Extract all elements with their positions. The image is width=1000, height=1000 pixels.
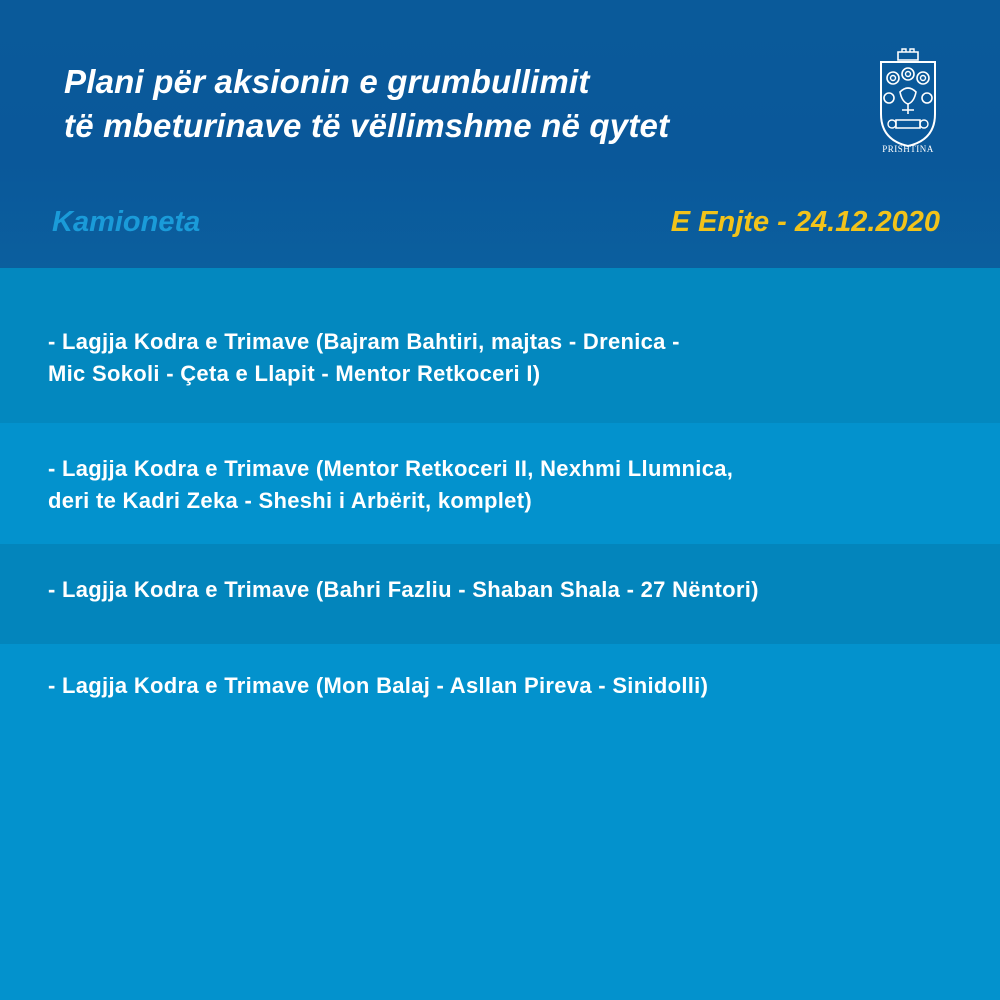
route-1-line-1: - Lagjja Kodra e Trimave (Bajram Bahtiri, majtas - Drenica -: [48, 329, 680, 354]
route-3-line-1: - Lagjja Kodra e Trimave (Bahri Fazliu - Shaban Shala - 27 Nëntori): [48, 577, 759, 602]
route-item-4: [0, 644, 1000, 1000]
route-2-line-1: - Lagjja Kodra e Trimave (Mentor Retkoceri II, Nexhmi Llumnica,: [48, 456, 734, 481]
route-4-line-1: - Lagjja Kodra e Trimave (Mon Balaj - Asllan Pireva - Sinidolli): [48, 673, 709, 698]
logo-label: PRISHTINA: [882, 144, 934, 154]
title-line-2: të mbeturinave të vëllimshme në qytet: [64, 107, 670, 144]
schedule-date: E Enjte - 24.12.2020: [670, 206, 940, 238]
vehicle-category: Kamioneta: [52, 206, 201, 238]
prishtina-coat-of-arms-icon: [876, 48, 940, 158]
header-banner: [0, 0, 1000, 268]
route-item-3: [0, 544, 1000, 644]
route-item-2: [0, 423, 1000, 544]
route-item-1: [0, 268, 1000, 423]
route-2-line-2: deri te Kadri Zeka - Sheshi i Arbërit, komplet): [48, 488, 532, 513]
page-title: [64, 60, 844, 148]
route-1-line-2: Mic Sokoli - Çeta e Llapit - Mentor Retkoceri I): [48, 361, 541, 386]
title-line-1: Plani për aksionin e grumbullimit: [64, 63, 590, 100]
